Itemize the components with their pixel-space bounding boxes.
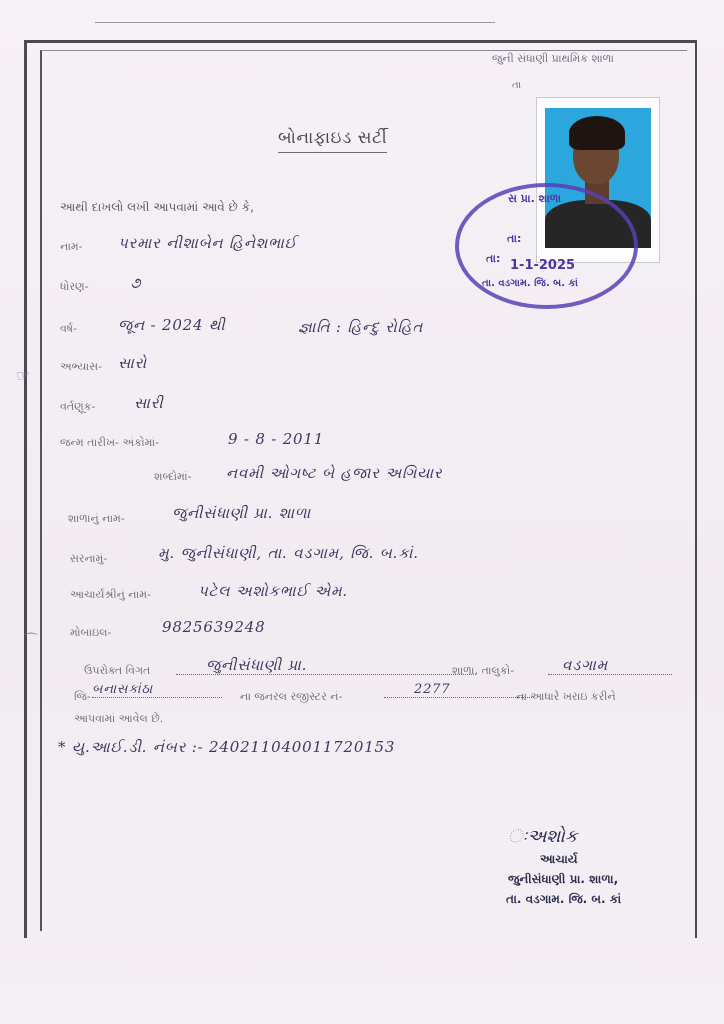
- dob-value: 9 - 8 - 2011: [228, 430, 325, 448]
- mobile-label: મોબાઇલ-: [70, 626, 112, 639]
- stamp-text-top: સ પ્રા. શાળા: [508, 192, 562, 205]
- principal-value: પટેલ અશોકભાઈ એમ.: [198, 582, 348, 600]
- footer-line2-mid: ના જનરલ રજીસ્ટર નં-: [240, 690, 343, 703]
- conduct-label: વર્તણૂંક-: [60, 400, 96, 413]
- principal-label: આચાર્યશ્રીનું નામ-: [70, 588, 151, 601]
- footer-line1-mid: શાળા, તાલુકો-: [452, 664, 515, 677]
- address-label: સરનામું-: [70, 552, 108, 565]
- stamp-date: 1-1-2025: [510, 258, 576, 273]
- photo-hair: [569, 116, 625, 150]
- footer-line2-end: ના આધારે ખરાઇ કરીને: [516, 690, 616, 703]
- study-label: અભ્યાસ-: [60, 360, 102, 373]
- pointing-hand-icon: ☞: [16, 366, 31, 385]
- school-name-label: શાળાનું નામ-: [68, 512, 125, 525]
- stamp-text-bottom: તા. વડગામ. જિ. બ. કાં: [482, 278, 578, 289]
- udise-number: * યુ.આઈ.ડી. નંબર :- 240211040011720153: [58, 738, 396, 756]
- address-value: મુ. જુનીસંધાણી, તા. વડગામ, જિ. બ.કાં.: [158, 544, 419, 562]
- std-value: ૭: [130, 274, 142, 292]
- name-label: નામ-: [60, 240, 83, 253]
- footer-register-no: 2277: [384, 682, 534, 698]
- footer-line1-prefix: ઉપરોક્ત વિગત: [84, 664, 151, 677]
- footer-line3: આપવામાં આવેલ છે.: [74, 712, 164, 725]
- mobile-value: 9825639248: [162, 618, 266, 636]
- study-value: સારો: [118, 354, 147, 372]
- footer-line2-prefix: જિ-: [74, 690, 91, 703]
- principal-signature: ઃઅશોક: [508, 826, 578, 847]
- certificate-title: બોનાફાઇડ સર્ટી: [278, 128, 387, 153]
- top-rule: [95, 22, 495, 23]
- name-value: પરમાર નીશાબેન હિનેશભાઈ: [118, 234, 298, 252]
- intro-text: આથી દાખલો લખી આપવામાં આવે છે કે,: [60, 200, 254, 214]
- signature-school: જુનીસંધાણી પ્રા. શાળા,: [508, 872, 619, 886]
- dob-words-value: નવમી ઓગષ્ટ બે હજાર અગિયાર: [226, 464, 443, 482]
- fold-mark-icon: ⌒: [24, 633, 38, 649]
- year-value: જૂન - 2024 થી: [118, 316, 226, 334]
- std-label: ધોરણ-: [60, 280, 89, 293]
- signature-title: આચાર્ય: [540, 852, 578, 866]
- dob-label: જન્મ તારીખ- અંકોમાં-: [60, 436, 160, 449]
- caste-value: જ્ઞાતિ : હિન્દુ રોહિત: [298, 318, 424, 336]
- signature-address: તા. વડગામ. જિ. બ. કાં: [506, 892, 622, 906]
- school-name-value: જુનીસંધાણી પ્રા. શાળા: [172, 504, 311, 522]
- dob-words-label: શબ્દોમાં-: [154, 470, 192, 483]
- header-sub: તા: [512, 80, 522, 91]
- stamp-text-date-label: તા:: [507, 232, 522, 245]
- year-label: વર્ષ-: [60, 322, 77, 335]
- stamp-date-label: તા:: [486, 252, 501, 265]
- footer-taluka: વડગામ: [548, 656, 672, 675]
- footer-district: બનાસકાંઠા: [92, 682, 222, 698]
- footer-line1-school: જુનીસંધાણી પ્રા.: [176, 656, 476, 675]
- header-school-name: જુની સંધાણી પ્રાથમિક શાળા: [492, 52, 614, 65]
- conduct-value: સારી: [134, 394, 164, 412]
